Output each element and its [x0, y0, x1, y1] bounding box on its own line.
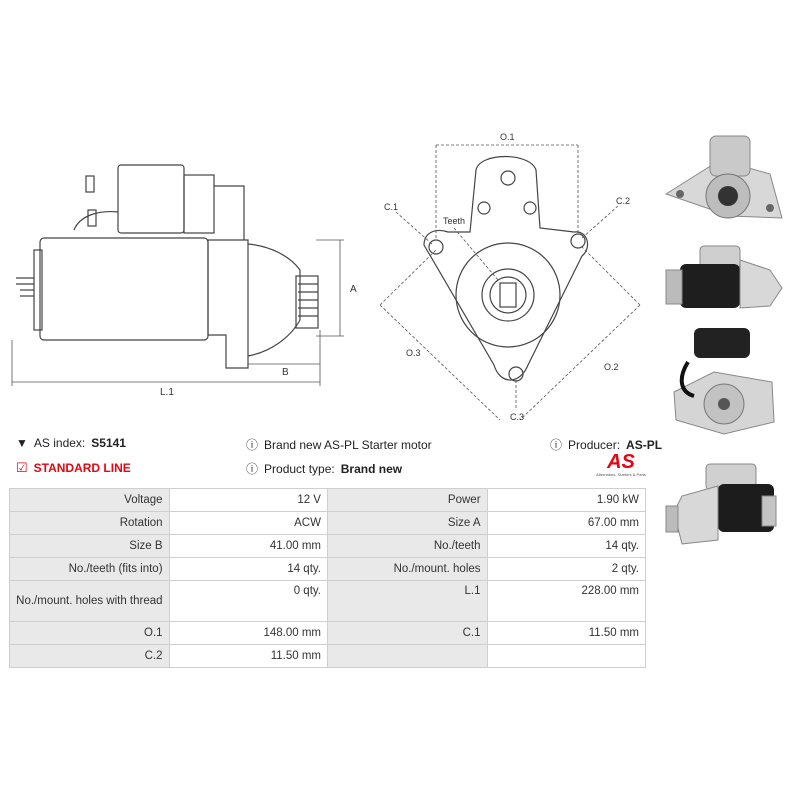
product-type-row [246, 460, 402, 477]
spec-value: 11.50 mm [487, 622, 645, 645]
product-photo-angle[interactable] [662, 456, 788, 556]
spec-label: Rotation [10, 512, 170, 535]
spec-value: 14 qty. [487, 535, 645, 558]
spec-label: Size B [10, 535, 170, 558]
spec-label [327, 645, 487, 668]
dim-label-teeth: Teeth [443, 216, 466, 226]
producer-label: Producer: [568, 437, 621, 452]
table-row [10, 581, 646, 622]
spec-label: Size A [327, 512, 487, 535]
spec-table [9, 488, 646, 668]
spec-label: No./teeth [327, 535, 487, 558]
product-photo-rear[interactable] [664, 322, 784, 442]
spec-value: 12 V [169, 489, 327, 512]
as-index-row [16, 436, 126, 450]
dim-label-o2: O.2 [604, 362, 619, 372]
brand-row [246, 436, 432, 453]
info-icon: ⓘ [246, 438, 259, 452]
logo-tagline: Alternators, Starters & Parts [596, 472, 646, 477]
table-row [10, 512, 646, 535]
spec-value: 1.90 kW [487, 489, 645, 512]
spec-label: Power [327, 489, 487, 512]
spec-label: C.2 [10, 645, 170, 668]
dim-label-c3: C.3 [510, 412, 525, 422]
standard-line-row [16, 460, 131, 476]
spec-label: L.1 [327, 581, 487, 622]
spec-value: 67.00 mm [487, 512, 645, 535]
spec-value: 0 qty. [169, 581, 327, 622]
spec-label: O.1 [10, 622, 170, 645]
dim-label-l1: L.1 [160, 387, 174, 398]
product-photo-side[interactable] [660, 240, 788, 316]
dim-label-a: A [350, 284, 357, 295]
side-view-drawing [16, 165, 318, 368]
info-icon: ⓘ [246, 462, 259, 476]
dim-label-b: B [282, 367, 289, 378]
front-view-drawing [424, 157, 588, 382]
spec-value: 148.00 mm [169, 622, 327, 645]
table-row [10, 622, 646, 645]
dim-label-o3: O.3 [406, 348, 421, 358]
product-photo-front[interactable] [660, 130, 788, 236]
table-row [10, 535, 646, 558]
spec-value: 228.00 mm [487, 581, 645, 622]
standard-line-label: STANDARD LINE [33, 461, 131, 475]
as-index-value: S5141 [91, 436, 126, 450]
table-row [10, 489, 646, 512]
brand-text: Brand new AS-PL Starter motor [264, 437, 432, 452]
spec-value: 11.50 mm [169, 645, 327, 668]
side-dimensions [12, 240, 344, 386]
as-index-label: AS index: [33, 436, 86, 450]
spec-label: No./teeth (fits into) [10, 558, 170, 581]
spec-value: 41.00 mm [169, 535, 327, 558]
spec-value: ACW [169, 512, 327, 535]
tag-icon: ▼ [16, 436, 28, 450]
checkbox-icon: ☑ [16, 460, 28, 475]
spec-label: C.1 [327, 622, 487, 645]
dim-label-c1: C.1 [384, 202, 399, 212]
dim-label-c2: C.2 [616, 196, 631, 206]
spec-value: 2 qty. [487, 558, 645, 581]
as-pl-logo [596, 452, 646, 484]
spec-value: 14 qty. [169, 558, 327, 581]
product-type-label: Product type: [264, 461, 335, 476]
producer-value: AS-PL [626, 437, 663, 452]
logo-text: AS [607, 451, 635, 473]
info-icon: ⓘ [550, 438, 563, 452]
table-row [10, 645, 646, 668]
spec-value [487, 645, 645, 668]
product-type-value: Brand new [340, 461, 403, 476]
spec-label: No./mount. holes [327, 558, 487, 581]
spec-label: Voltage [10, 489, 170, 512]
spec-label: No./mount. holes with thread [10, 581, 170, 622]
dim-label-o1: O.1 [500, 132, 515, 142]
table-row [10, 558, 646, 581]
